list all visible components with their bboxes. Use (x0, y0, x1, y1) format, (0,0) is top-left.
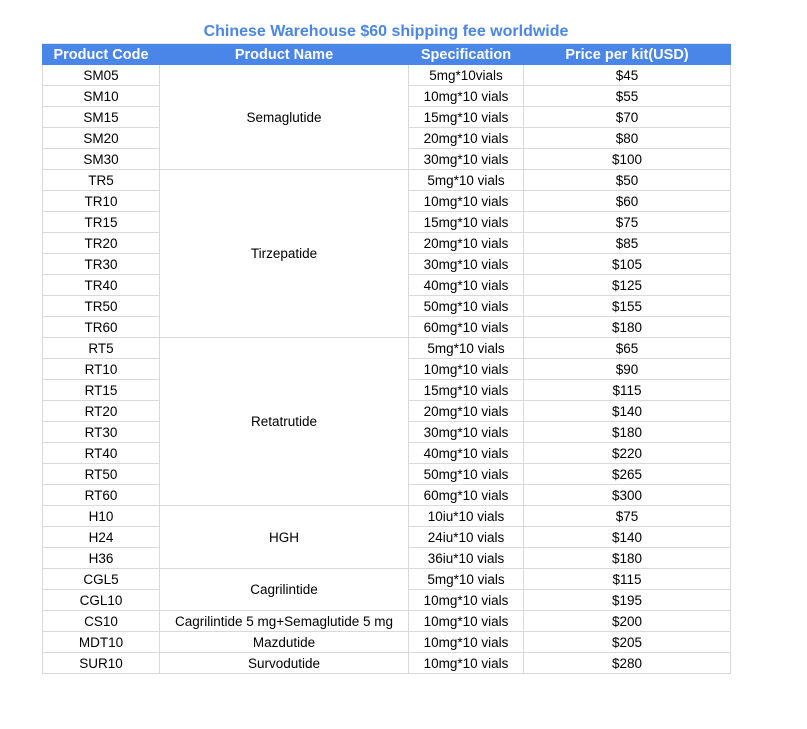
price-cell: $100 (524, 149, 731, 170)
specification-cell: 30mg*10 vials (409, 254, 524, 275)
product-name-cell: Retatrutide (160, 338, 409, 506)
product-code-cell: H10 (43, 506, 160, 527)
product-code-cell: H36 (43, 548, 160, 569)
specification-cell: 24iu*10 vials (409, 527, 524, 548)
table-row (43, 653, 731, 674)
specification-cell: 10mg*10 vials (409, 653, 524, 674)
specification-cell: 10mg*10 vials (409, 191, 524, 212)
price-cell: $65 (524, 338, 731, 359)
product-code-cell: RT60 (43, 485, 160, 506)
specification-cell: 30mg*10 vials (409, 422, 524, 443)
price-cell: $280 (524, 653, 731, 674)
product-name-cell: Cagrilintide 5 mg+Semaglutide 5 mg (160, 611, 409, 632)
price-cell: $60 (524, 191, 731, 212)
specification-cell: 20mg*10 vials (409, 401, 524, 422)
header-row (43, 45, 731, 65)
price-cell: $55 (524, 86, 731, 107)
price-cell: $80 (524, 128, 731, 149)
specification-cell: 40mg*10 vials (409, 275, 524, 296)
price-cell: $50 (524, 170, 731, 191)
product-name-cell: Tirzepatide (160, 170, 409, 338)
product-code-cell: TR30 (43, 254, 160, 275)
sheet-title: Chinese Warehouse $60 shipping fee worldwide (42, 21, 730, 44)
product-code-cell: SM15 (43, 107, 160, 128)
price-cell: $90 (524, 359, 731, 380)
table-row (43, 632, 731, 653)
price-cell: $140 (524, 401, 731, 422)
product-code-cell: TR40 (43, 275, 160, 296)
specification-cell: 15mg*10 vials (409, 107, 524, 128)
product-code-cell: CGL10 (43, 590, 160, 611)
price-cell: $140 (524, 527, 731, 548)
specification-cell: 50mg*10 vials (409, 296, 524, 317)
product-code-cell: H24 (43, 527, 160, 548)
price-cell: $75 (524, 212, 731, 233)
product-code-cell: TR10 (43, 191, 160, 212)
price-cell: $205 (524, 632, 731, 653)
specification-cell: 40mg*10 vials (409, 443, 524, 464)
price-sheet (42, 21, 730, 674)
price-table (42, 44, 731, 674)
price-cell: $180 (524, 317, 731, 338)
product-code-cell: RT5 (43, 338, 160, 359)
price-cell: $155 (524, 296, 731, 317)
product-code-cell: TR50 (43, 296, 160, 317)
product-code-cell: TR20 (43, 233, 160, 254)
product-code-cell: RT10 (43, 359, 160, 380)
specification-cell: 10iu*10 vials (409, 506, 524, 527)
price-cell: $45 (524, 65, 731, 86)
price-cell: $115 (524, 569, 731, 590)
product-code-cell: RT30 (43, 422, 160, 443)
specification-cell: 10mg*10 vials (409, 86, 524, 107)
table-row (43, 338, 731, 359)
specification-cell: 5mg*10 vials (409, 569, 524, 590)
table-row (43, 506, 731, 527)
header-product-name: Product Name (160, 45, 409, 65)
price-cell: $300 (524, 485, 731, 506)
product-code-cell: RT20 (43, 401, 160, 422)
specification-cell: 60mg*10 vials (409, 485, 524, 506)
product-code-cell: SM30 (43, 149, 160, 170)
table-body (43, 65, 731, 674)
product-code-cell: SM05 (43, 65, 160, 86)
product-code-cell: TR15 (43, 212, 160, 233)
price-cell: $85 (524, 233, 731, 254)
header-specification: Specification (409, 45, 524, 65)
product-code-cell: RT15 (43, 380, 160, 401)
header-product-code: Product Code (43, 45, 160, 65)
table-row (43, 170, 731, 191)
specification-cell: 36iu*10 vials (409, 548, 524, 569)
price-cell: $195 (524, 590, 731, 611)
product-name-cell: HGH (160, 506, 409, 569)
specification-cell: 20mg*10 vials (409, 128, 524, 149)
price-cell: $180 (524, 548, 731, 569)
specification-cell: 5mg*10vials (409, 65, 524, 86)
specification-cell: 10mg*10 vials (409, 611, 524, 632)
price-cell: $265 (524, 464, 731, 485)
specification-cell: 5mg*10 vials (409, 170, 524, 191)
specification-cell: 15mg*10 vials (409, 212, 524, 233)
product-code-cell: RT40 (43, 443, 160, 464)
product-name-cell: Survodutide (160, 653, 409, 674)
specification-cell: 5mg*10 vials (409, 338, 524, 359)
product-name-cell: Semaglutide (160, 65, 409, 170)
product-code-cell: TR60 (43, 317, 160, 338)
table-row (43, 611, 731, 632)
product-code-cell: RT50 (43, 464, 160, 485)
price-cell: $70 (524, 107, 731, 128)
specification-cell: 20mg*10 vials (409, 233, 524, 254)
price-cell: $180 (524, 422, 731, 443)
price-cell: $220 (524, 443, 731, 464)
specification-cell: 15mg*10 vials (409, 380, 524, 401)
product-code-cell: SM20 (43, 128, 160, 149)
price-cell: $200 (524, 611, 731, 632)
specification-cell: 10mg*10 vials (409, 359, 524, 380)
specification-cell: 30mg*10 vials (409, 149, 524, 170)
product-code-cell: CGL5 (43, 569, 160, 590)
product-code-cell: SUR10 (43, 653, 160, 674)
table-row (43, 569, 731, 590)
product-code-cell: MDT10 (43, 632, 160, 653)
price-cell: $115 (524, 380, 731, 401)
price-cell: $105 (524, 254, 731, 275)
specification-cell: 60mg*10 vials (409, 317, 524, 338)
price-cell: $75 (524, 506, 731, 527)
specification-cell: 50mg*10 vials (409, 464, 524, 485)
product-name-cell: Mazdutide (160, 632, 409, 653)
header-price: Price per kit(USD) (524, 45, 731, 65)
product-code-cell: SM10 (43, 86, 160, 107)
product-name-cell: Cagrilintide (160, 569, 409, 611)
product-code-cell: TR5 (43, 170, 160, 191)
specification-cell: 10mg*10 vials (409, 632, 524, 653)
product-code-cell: CS10 (43, 611, 160, 632)
specification-cell: 10mg*10 vials (409, 590, 524, 611)
table-row (43, 65, 731, 86)
price-cell: $125 (524, 275, 731, 296)
